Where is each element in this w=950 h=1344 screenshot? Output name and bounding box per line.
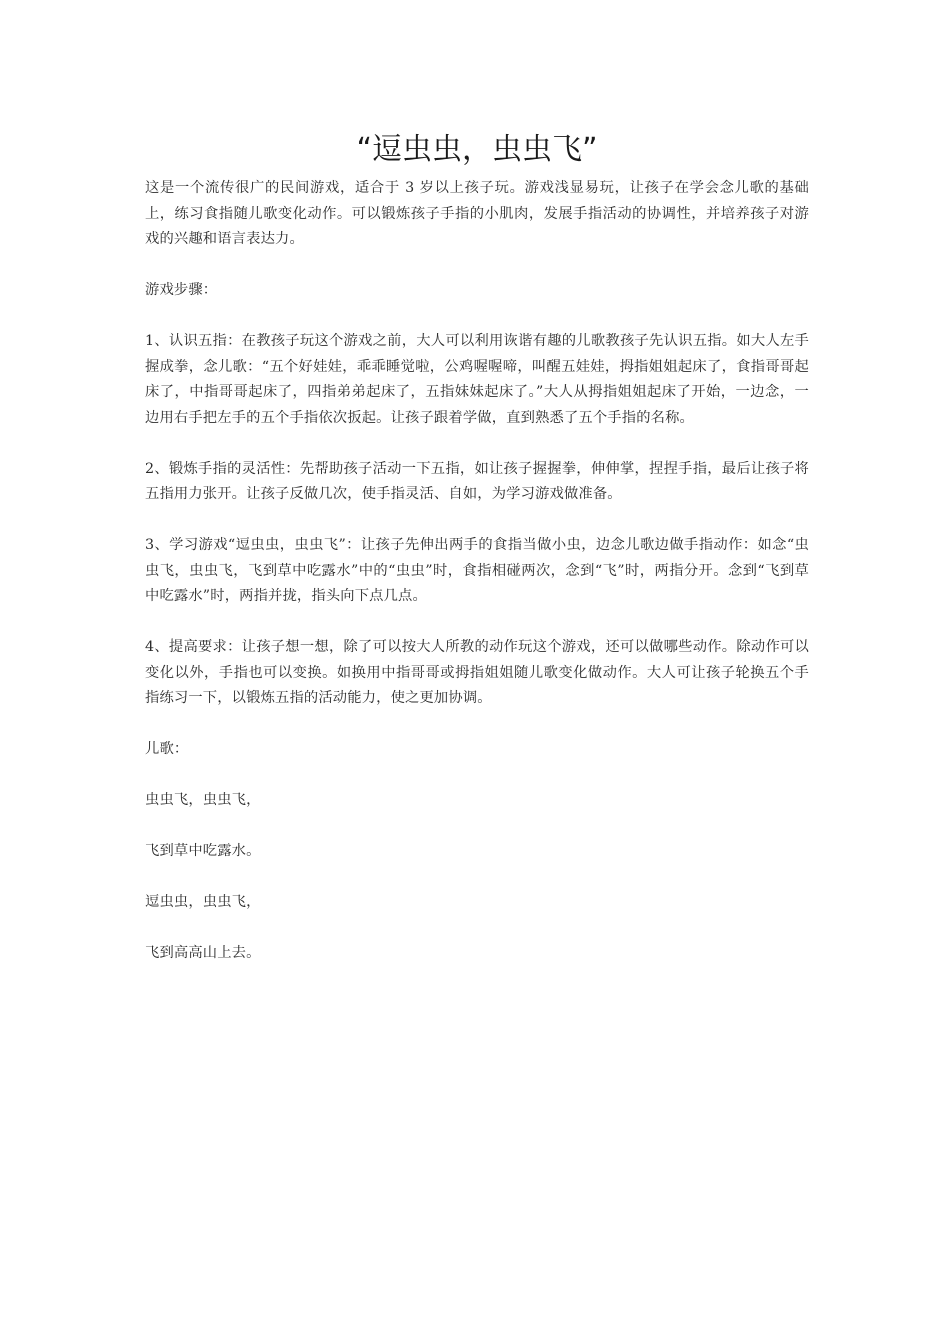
song-line: 逗虫虫，虫虫飞， bbox=[145, 894, 261, 910]
spacer bbox=[145, 712, 809, 738]
spacer bbox=[145, 814, 809, 840]
spacer bbox=[145, 610, 809, 636]
spacer bbox=[145, 304, 809, 330]
document-title: “逗虫虫，虫虫飞” bbox=[356, 132, 598, 167]
document-page bbox=[145, 128, 809, 967]
spacer bbox=[145, 253, 809, 279]
song-line: 虫虫飞，虫虫飞， bbox=[145, 792, 261, 808]
step-3-paragraph: 3、学习游戏“逗虫虫，虫虫飞”：让孩子先伸出两手的食指当做小虫，边念儿歌边做手指动作：如念“虫虫飞，虫虫飞，飞到草中吃露水”中的“虫虫”时，食指相碰两次，念到“飞”时，两指分开。念到“飞到草中吃露水”时，两指并拢，指头向下点几点。 bbox=[145, 537, 809, 604]
song-line: 飞到高高山上去。 bbox=[145, 945, 261, 961]
song-heading: 儿歌： bbox=[145, 741, 189, 757]
step-2-paragraph: 2、锻炼手指的灵活性：先帮助孩子活动一下五指，如让孩子握握拳，伸伸掌，捏捏手指，最后让孩子将五指用力张开。让孩子反做几次，使手指灵活、自如，为学习游戏做准备。 bbox=[145, 460, 809, 502]
spacer bbox=[145, 508, 809, 534]
intro-paragraph: 这是一个流传很广的民间游戏，适合于 3 岁以上孩子玩。游戏浅显易玩，让孩子在学会念儿歌的基础上，练习食指随儿歌变化动作。可以锻炼孩子手指的小肌肉，发展手指活动的协调性，并培养孩子对游戏的兴趣和语言表达力。 bbox=[145, 180, 809, 247]
spacer bbox=[145, 763, 809, 789]
steps-heading: 游戏步骤： bbox=[145, 282, 218, 298]
spacer bbox=[145, 865, 809, 891]
step-4-paragraph: 4、提高要求：让孩子想一想，除了可以按大人所教的动作玩这个游戏，还可以做哪些动作。除动作可以变化以外，手指也可以变换。如换用中指哥哥或拇指姐姐随儿歌变化做动作。大人可让孩子轮换五个手指练习一下，以锻炼五指的活动能力，使之更加协调。 bbox=[145, 639, 809, 706]
song-line: 飞到草中吃露水。 bbox=[145, 843, 261, 859]
spacer bbox=[145, 916, 809, 942]
step-1-paragraph: 1、认识五指：在教孩子玩这个游戏之前，大人可以利用诙谐有趣的儿歌教孩子先认识五指。如大人左手握成拳，念儿歌：“五个好娃娃，乖乖睡觉啦，公鸡喔喔啼，叫醒五娃娃，拇指姐姐起床了，食指哥哥起床了，中指哥哥起床了，四指弟弟起床了，五指妹妹起床了。”大人从拇指姐姐起床了开始，一边念，一边用右手把左手的五个手指依次扳起。让孩子跟着学做，直到熟悉了五个手指的名称。 bbox=[145, 333, 809, 426]
spacer bbox=[145, 431, 809, 457]
